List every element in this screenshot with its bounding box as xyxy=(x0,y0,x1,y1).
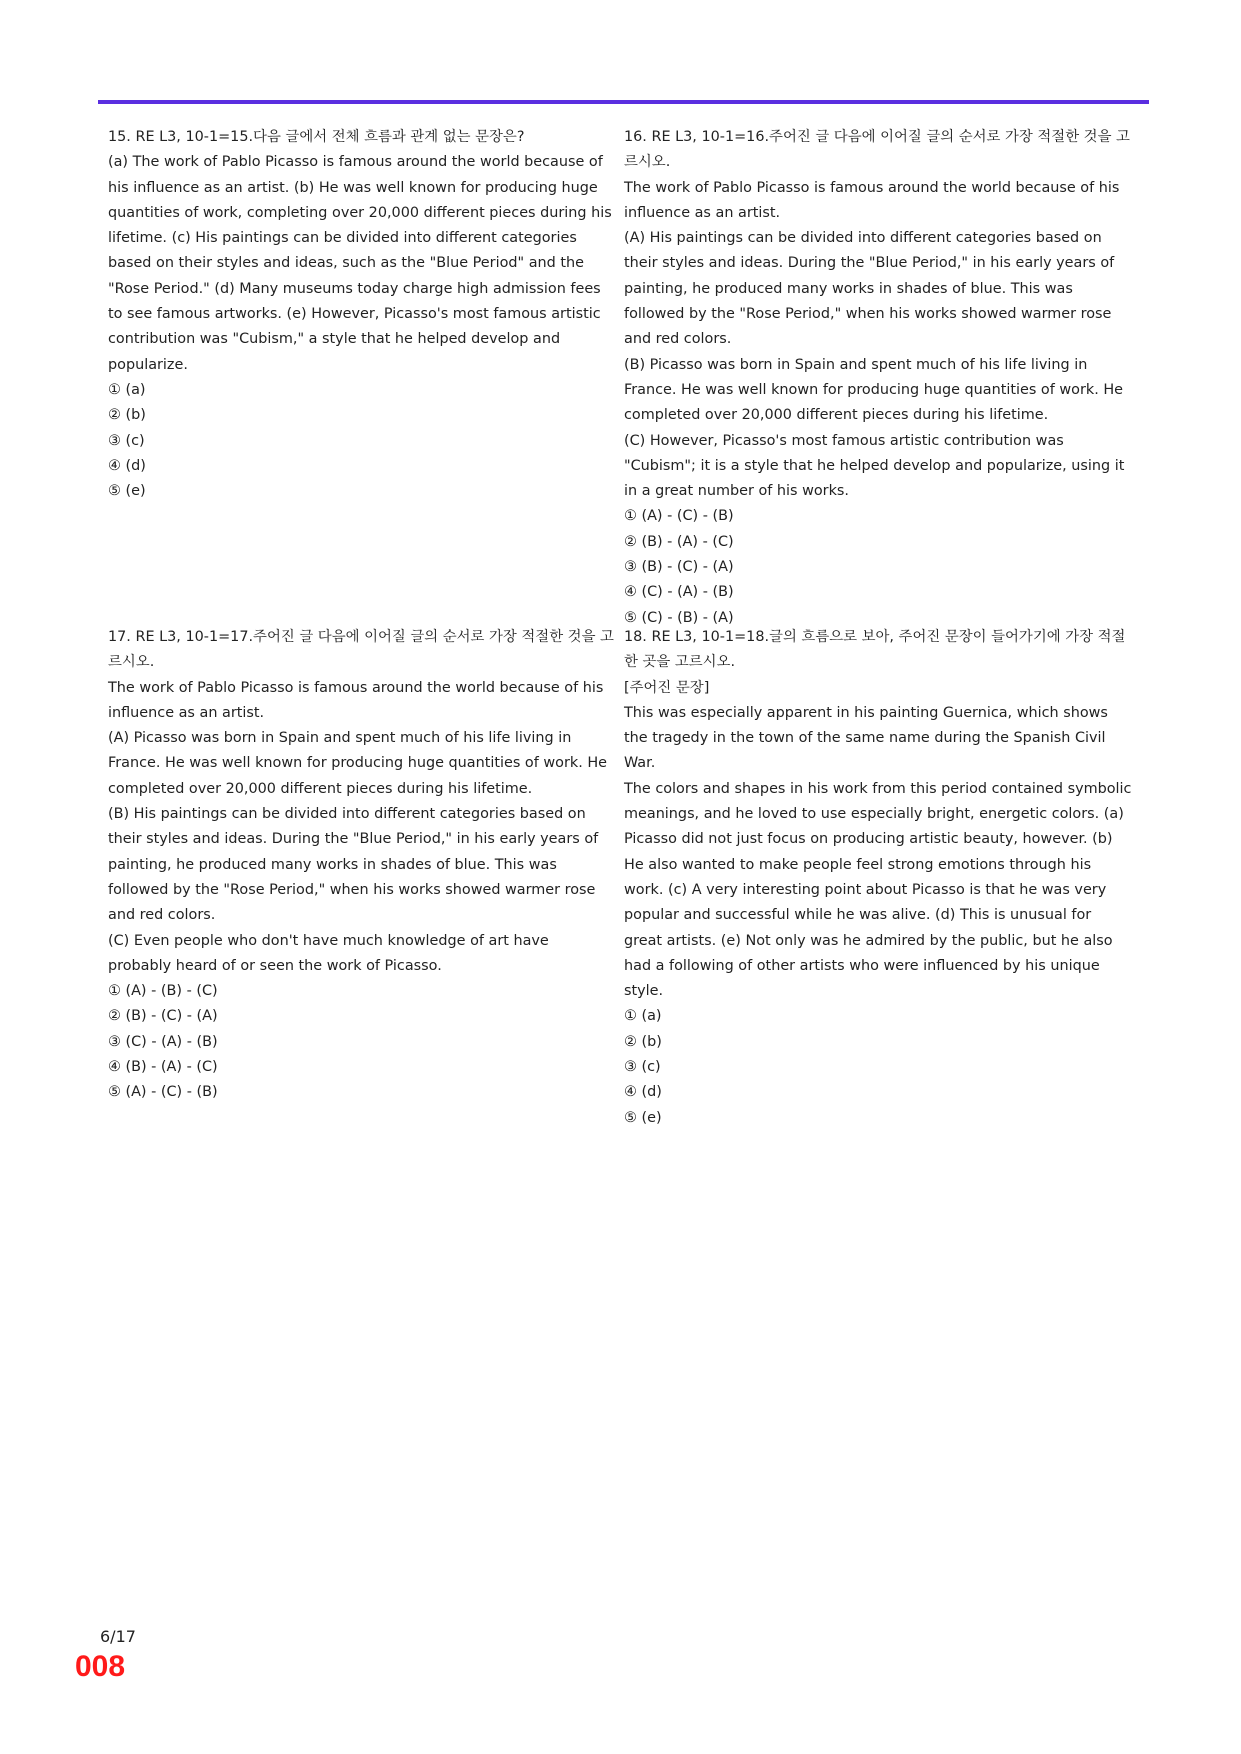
answer-option[interactable]: ③ (c) xyxy=(108,432,145,449)
answer-option[interactable]: ① (A) - (B) - (C) xyxy=(108,983,218,1000)
answer-option[interactable]: ① (A) - (C) - (B) xyxy=(624,508,734,525)
answer-option[interactable]: ⑤ (A) - (C) - (B) xyxy=(108,1084,218,1101)
header-divider xyxy=(98,100,1149,104)
page-code: 008 xyxy=(75,1650,126,1683)
question-stem: 18. RE L3, 10-1=18.글의 흐름으로 보아, 주어진 문장이 들어가기에 가장 적절한 곳을 고르시오. xyxy=(624,629,1126,671)
answer-option[interactable]: ② (b) xyxy=(624,1033,662,1050)
answer-option[interactable]: ③ (B) - (C) - (A) xyxy=(624,559,734,576)
given-sentence: This was especially apparent in his painting Guernica, which shows the tragedy in the town of the same name during the Spanish Civil War. xyxy=(624,704,1108,772)
passage-part-b: (B) His paintings can be divided into different categories based on their styles and ideas. During the "Blue Period," in his early years of painting, he produced many works in shades of blue. This was followed by the "Rose Period," when his works showed warmer rose and red colors. xyxy=(108,806,599,924)
given-passage: The work of Pablo Picasso is famous around the world because of his influence as an artist. xyxy=(624,179,1120,221)
answer-option[interactable]: ② (b) xyxy=(108,407,146,424)
answer-option[interactable]: ② (B) - (A) - (C) xyxy=(624,533,734,550)
answer-option[interactable]: ⑤ (C) - (B) - (A) xyxy=(624,609,734,626)
answer-option[interactable]: ④ (B) - (A) - (C) xyxy=(108,1059,218,1076)
passage-part-c: (C) Even people who don't have much knowledge of art have probably heard of or seen the work of Picasso. xyxy=(108,932,549,974)
answer-option[interactable]: ④ (d) xyxy=(624,1084,662,1101)
question-16 xyxy=(624,125,1132,631)
given-passage: The work of Pablo Picasso is famous around the world because of his influence as an artist. xyxy=(108,679,604,721)
page-number: 6/17 xyxy=(100,1627,136,1646)
passage-part-b: (B) Picasso was born in Spain and spent much of his life living in France. He was well known for producing huge quantities of work. He completed over 20,000 different pieces during his lifetime. xyxy=(624,356,1124,424)
answer-option[interactable]: ④ (d) xyxy=(108,457,146,474)
answer-option[interactable]: ③ (C) - (A) - (B) xyxy=(108,1033,218,1050)
passage-part-a: (A) His paintings can be divided into different categories based on their styles and ideas. During the "Blue Period," in his early years of painting, he produced many works in shades of blue. This was followed by the "Rose Period," when his works showed warmer rose and red colors. xyxy=(624,230,1115,348)
question-stem: 17. RE L3, 10-1=17.주어진 글 다음에 이어질 글의 순서로 가장 적절한 것을 고르시오. xyxy=(108,629,614,671)
answer-option[interactable]: ① (a) xyxy=(108,381,146,398)
passage: (a) The work of Pablo Picasso is famous around the world because of his influence as an artist. (b) He was well known for producing huge quantities of work, completing over 20,000 different pieces during his lifetime. (c) His paintings can be divided into different categories based on their styles and ideas, such as the "Blue Period" and the "Rose Period." (d) Many museums today charge high admission fees to see famous artworks. (e) However, Picasso's most famous artistic contribution was "Cubism," a style that he helped develop and popularize. xyxy=(108,154,612,373)
question-stem: 15. RE L3, 10-1=15.다음 글에서 전체 흐름과 관계 없는 문장은? xyxy=(108,129,525,145)
passage: The colors and shapes in his work from this period contained symbolic meanings, and he loved to use especially bright, energetic colors. (a) Picasso did not just focus on producing artistic beauty, however. (b) He also wanted to make people feel strong emotions through his work. (c) A very interesting point about Picasso is that he was very popular and successful while he was alive. (d) This is unusual for great artists. (e) Not only was he admired by the public, but he also had a following of other artists who were influenced by his unique style. xyxy=(624,780,1132,1000)
answer-option[interactable]: ⑤ (e) xyxy=(624,1109,662,1126)
answer-option[interactable]: ③ (c) xyxy=(624,1059,661,1076)
answer-option[interactable]: ① (a) xyxy=(624,1008,662,1025)
passage-part-a: (A) Picasso was born in Spain and spent much of his life living in France. He was well known for producing huge quantities of work. He completed over 20,000 different pieces during his lifetime. xyxy=(108,730,608,797)
answer-option[interactable]: ④ (C) - (A) - (B) xyxy=(624,584,734,601)
answer-option[interactable]: ⑤ (e) xyxy=(108,483,146,500)
answer-option[interactable]: ② (B) - (C) - (A) xyxy=(108,1008,218,1025)
given-sentence-label: [주어진 문장] xyxy=(624,679,710,696)
question-15 xyxy=(108,125,616,504)
question-18 xyxy=(624,625,1132,1131)
question-17 xyxy=(108,625,616,1106)
passage-part-c: (C) However, Picasso's most famous artistic contribution was "Cubism"; it is a style that he helped develop and popularize, using it in a great number of his works. xyxy=(624,432,1125,500)
question-stem: 16. RE L3, 10-1=16.주어진 글 다음에 이어질 글의 순서로 가장 적절한 것을 고르시오. xyxy=(624,129,1130,171)
